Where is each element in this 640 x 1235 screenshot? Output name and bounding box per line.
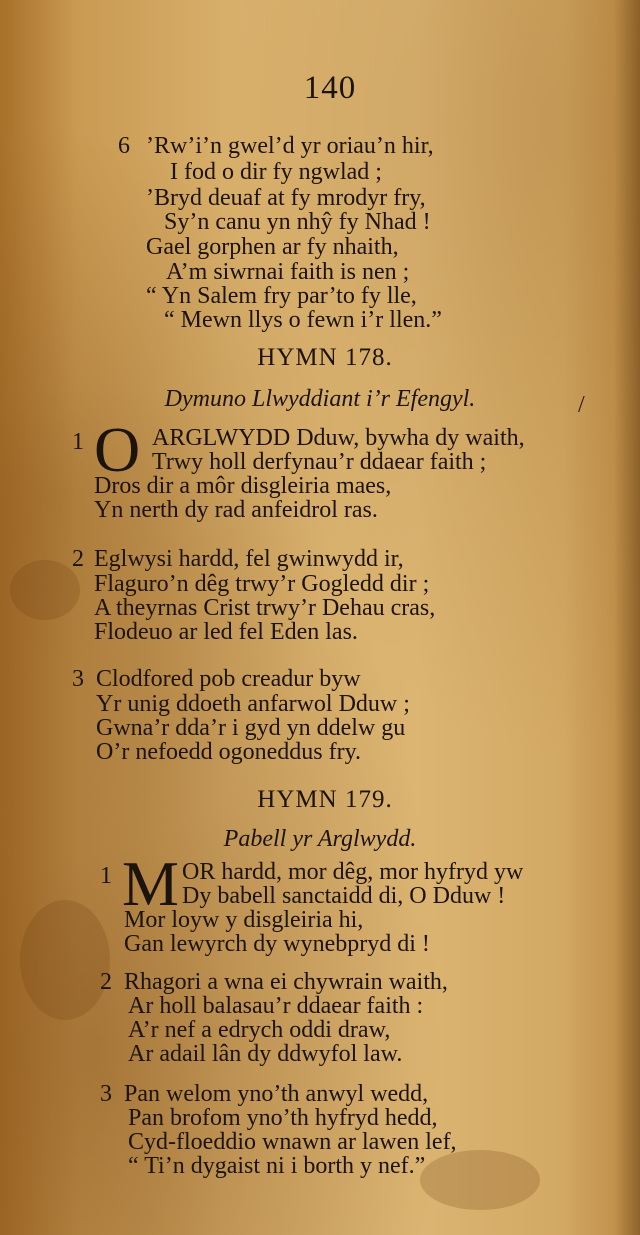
verse-line: Dy babell sanctaidd di, O Dduw ! [182, 883, 506, 909]
drop-cap: M [122, 848, 179, 919]
verse-line: “ Yn Salem fry par’to fy lle, [146, 283, 417, 309]
stanza-number: 2 [100, 969, 112, 995]
verse-line: Yr unig ddoeth anfarwol Dduw ; [96, 691, 410, 717]
page-edge-shading [614, 0, 640, 1235]
hymn-subtitle: Dymuno Llwyddiant i’r Efengyl. [164, 386, 476, 412]
verse-line: ’Rw’i’n gwel’d yr oriau’n hir, [146, 133, 434, 159]
verse-line: Eglwysi hardd, fel gwinwydd ir, [94, 546, 404, 572]
verse-line: Pan brofom yno’th hyfryd hedd, [128, 1105, 438, 1131]
verse-line: Dros dir a môr disgleiria maes, [94, 473, 392, 499]
stanza-number: 1 [72, 429, 84, 455]
verse-line: A theyrnas Crist trwy’r Dehau cras, [94, 595, 436, 621]
stanza-number: 3 [72, 666, 84, 692]
stanza-number: 3 [100, 1081, 112, 1107]
ink-mark: / [578, 392, 585, 418]
stanza-number: 1 [100, 863, 112, 889]
verse-line: Clodfored pob creadur byw [96, 666, 361, 692]
hymn-title: HYMN 179. [257, 786, 393, 813]
verse-line: Trwy holl derfynau’r ddaear faith ; [152, 449, 487, 475]
foxing-stain [20, 900, 110, 1020]
verse-line: ’Bryd deuaf at fy mrodyr fry, [146, 185, 426, 211]
verse-line: I fod o dir fy ngwlad ; [170, 159, 382, 185]
stanza-number: 6 [118, 133, 130, 159]
verse-line: Mor loyw y disgleiria hi, [124, 907, 364, 933]
verse-line: Ar holl balasau’r ddaear faith : [128, 993, 424, 1019]
verse-line: Flodeuo ar led fel Eden las. [94, 619, 358, 645]
verse-line: ARGLWYDD Dduw, bywha dy waith, [152, 425, 525, 451]
page-number: 140 [303, 70, 357, 106]
verse-line: A’m siwrnai faith is nen ; [166, 259, 410, 285]
verse-line: Ar adail lân dy ddwyfol law. [128, 1041, 403, 1067]
verse-line: Yn nerth dy rad anfeidrol ras. [94, 497, 378, 523]
verse-line: O’r nefoedd ogoneddus fry. [96, 739, 362, 765]
foxing-stain [10, 560, 80, 620]
verse-line: Sy’n canu yn nhŷ fy Nhad ! [164, 209, 431, 235]
verse-line: Cyd-floeddio wnawn ar lawen lef, [128, 1129, 457, 1155]
verse-line: Gwna’r dda’r i gyd yn ddelw gu [96, 715, 406, 741]
verse-line: “ Ti’n dygaist ni i borth y nef.” [128, 1153, 426, 1179]
foxing-stain [420, 1150, 540, 1210]
verse-line: OR hardd, mor dêg, mor hyfryd yw [182, 859, 524, 885]
hymn-title: HYMN 178. [257, 344, 393, 371]
verse-line: Pan welom yno’th anwyl wedd, [124, 1081, 429, 1107]
verse-line: Gan lewyrch dy wynebpryd di ! [124, 931, 430, 957]
verse-line: A’r nef a edrych oddi draw, [128, 1017, 391, 1043]
drop-cap: O [94, 414, 141, 485]
stanza-number: 2 [72, 546, 84, 572]
verse-line: Gael gorphen ar fy nhaith, [146, 234, 399, 260]
verse-line: Flaguro’n dêg trwy’r Gogledd dir ; [94, 571, 430, 597]
verse-line: “ Mewn llys o fewn i’r llen.” [164, 307, 442, 333]
hymn-subtitle: Pabell yr Arglwydd. [223, 826, 417, 852]
verse-line: Rhagori a wna ei chywrain waith, [124, 969, 448, 995]
